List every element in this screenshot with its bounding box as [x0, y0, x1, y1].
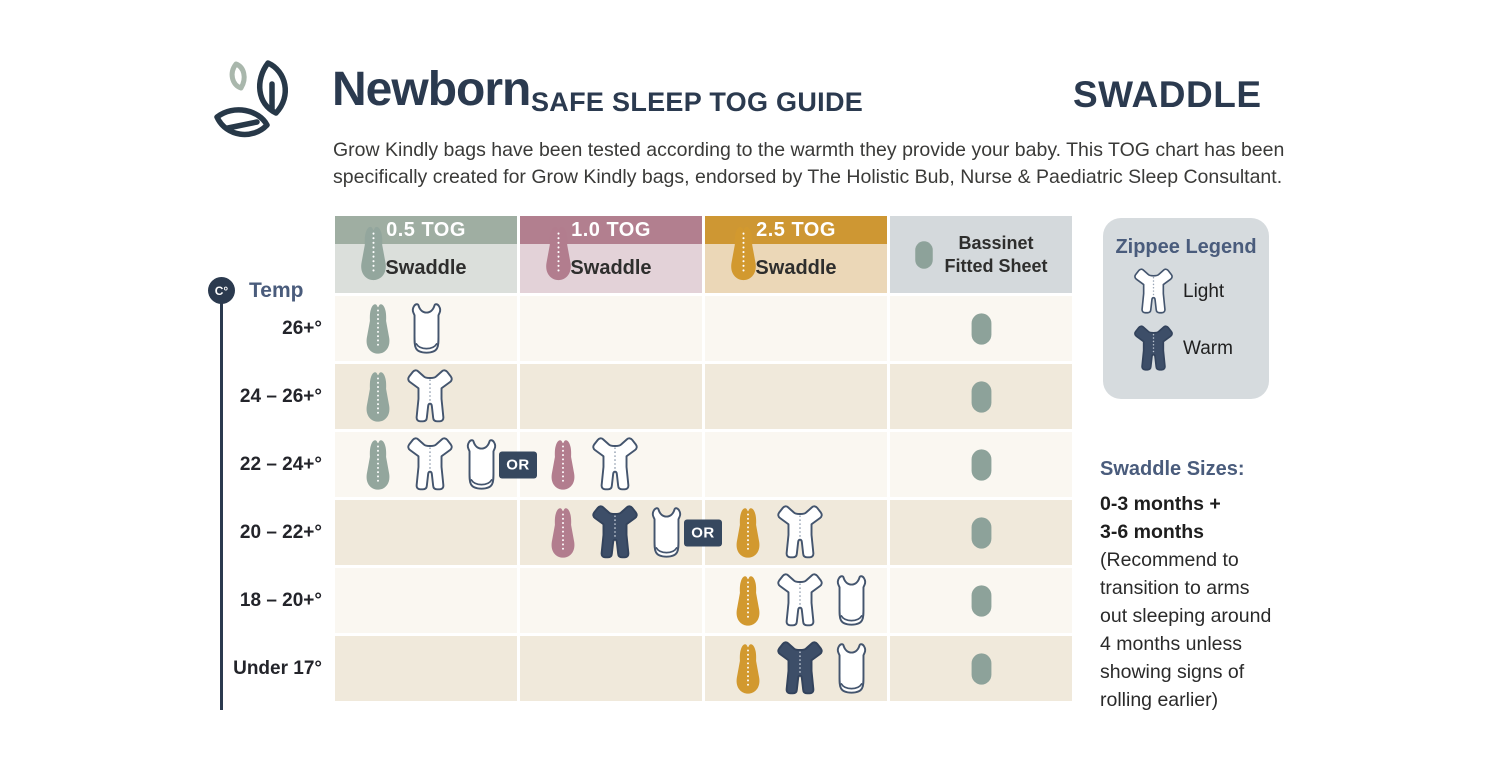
- table-cell-bassinet: [890, 432, 1072, 497]
- table-row: [335, 296, 1072, 361]
- singlet-icon: [831, 573, 872, 629]
- column-header-tog-25: [705, 216, 887, 293]
- singlet-icon: [646, 505, 687, 561]
- column-header-bassinet: [890, 216, 1072, 293]
- temperature-labels: [150, 296, 322, 706]
- zippee-light-icon: [406, 369, 454, 425]
- zippee-warm-icon: [1133, 325, 1174, 373]
- sheet-pill-icon: [970, 652, 993, 686]
- table-row: [335, 432, 1072, 497]
- table-header-row: [335, 216, 1072, 293]
- notes-body-line: rolling earlier): [1100, 689, 1219, 711]
- zippee-light-icon: [1133, 268, 1174, 316]
- tog-value-label: 2.5 TOG: [756, 218, 836, 241]
- table-cell-tog-05: [335, 500, 517, 565]
- table-cell-tog-05: [335, 636, 517, 701]
- zippee-light-icon: [406, 437, 454, 493]
- zippee-light-icon: [776, 573, 824, 629]
- zippee-warm-icon: [591, 505, 639, 561]
- swaddle-heading: SWADDLE: [1073, 74, 1262, 115]
- temp-label: Under 17°: [233, 658, 322, 679]
- grow-kindly-leaf-logo-icon: [203, 52, 313, 166]
- table-cell-tog-25: [705, 364, 887, 429]
- swaddle-mustard-icon: [727, 504, 769, 561]
- sheet-pill-icon: [970, 448, 993, 482]
- description-text: [333, 137, 1284, 190]
- table-cell-tog-05: [335, 296, 517, 361]
- table-row: [335, 568, 1072, 633]
- table-cell-tog-10: [520, 500, 715, 565]
- bassinet-header-label: [944, 232, 1047, 278]
- singlet-icon: [831, 641, 872, 697]
- table-cell-bassinet: [890, 364, 1072, 429]
- temp-label: 20 – 22+°: [239, 522, 322, 543]
- swaddle-mauve-icon: [542, 504, 584, 561]
- column-header-tog-05: [335, 216, 517, 293]
- notes-body-line: showing signs of: [1100, 661, 1245, 683]
- swaddle-label: Swaddle: [385, 257, 467, 279]
- legend-item: [1103, 268, 1269, 316]
- swaddle-label: Swaddle: [570, 257, 652, 279]
- description-line-2: specifically created for Grow Kindly bags, endorsed by The Holistic Bub, Nurse & Paediatric Sleep Consultant.: [333, 165, 1283, 188]
- tog-value-label: 0.5 TOG: [386, 218, 466, 241]
- temp-label: 18 – 20+°: [239, 590, 322, 611]
- zippee-light-icon: [591, 437, 639, 493]
- table-cell-tog-05: [335, 364, 517, 429]
- table-row: [335, 636, 1072, 701]
- sheet-pill-icon: [970, 516, 993, 550]
- swaddle-mustard-icon: [721, 222, 766, 289]
- temp-label: 26+°: [282, 318, 322, 339]
- swaddle-mustard-icon: [727, 640, 769, 697]
- swaddle-sage-icon: [351, 222, 396, 289]
- table-row: [335, 500, 1072, 565]
- swaddle-mauve-icon: [536, 222, 581, 289]
- zippee-light-icon: [776, 505, 824, 561]
- notes-lines: [1100, 490, 1315, 714]
- swaddle-sage-icon: [357, 300, 399, 357]
- column-header-tog-10: [520, 216, 702, 293]
- notes-body-line: transition to arms: [1100, 577, 1250, 599]
- table-cell-tog-25: [705, 568, 887, 633]
- or-badge: OR: [499, 451, 537, 478]
- legend-title: Zippee Legend: [1115, 236, 1257, 258]
- page-title: Newborn: [332, 63, 531, 116]
- table-cell-tog-25: [705, 500, 887, 565]
- swaddle-mustard-icon: [727, 572, 769, 629]
- or-badge: OR: [684, 519, 722, 546]
- bassinet-header-line: Fitted Sheet: [944, 255, 1048, 276]
- tog-value-label: 1.0 TOG: [571, 218, 651, 241]
- temp-label: 24 – 26+°: [239, 386, 322, 407]
- table-cell-bassinet: [890, 500, 1072, 565]
- swaddle-sizes-notes: [1100, 458, 1315, 714]
- sheet-pill-icon: [970, 584, 993, 618]
- sheet-pill-icon: [970, 380, 993, 414]
- temperature-axis-label: Temp: [249, 279, 304, 302]
- swaddle-label: Swaddle: [755, 257, 837, 279]
- table-cell-bassinet: [890, 568, 1072, 633]
- singlet-icon: [461, 437, 502, 493]
- table-cell-tog-25: [705, 432, 887, 497]
- sheet-pill-icon: [970, 312, 993, 346]
- swaddle-sage-icon: [357, 436, 399, 493]
- legend-item-label: Warm: [1183, 338, 1233, 359]
- zippee-legend-panel: [1103, 218, 1269, 399]
- legend-items: [1103, 268, 1269, 373]
- table-cell-tog-10: [520, 432, 702, 497]
- celsius-badge-icon: C°: [208, 277, 235, 304]
- table-cell-tog-25: [705, 636, 887, 701]
- table-cell-tog-25: [705, 296, 887, 361]
- table-cell-tog-10: [520, 568, 702, 633]
- notes-body-line: (Recommend to: [1100, 549, 1239, 571]
- swaddle-mauve-icon: [542, 436, 584, 493]
- table-row: [335, 364, 1072, 429]
- table-cell-bassinet: [890, 636, 1072, 701]
- notes-title: Swaddle Sizes:: [1100, 458, 1245, 480]
- zippee-warm-icon: [776, 641, 824, 697]
- singlet-icon: [406, 301, 447, 357]
- table-cell-bassinet: [890, 296, 1072, 361]
- legend-item: [1103, 325, 1269, 373]
- table-cell-tog-05: [335, 432, 530, 497]
- notes-body-line: 4 months unless: [1100, 633, 1242, 655]
- bassinet-header-line: Bassinet: [958, 232, 1034, 253]
- legend-item-label: Light: [1183, 281, 1225, 302]
- notes-bold-line: 0-3 months +: [1100, 493, 1221, 515]
- table-cell-tog-10: [520, 636, 702, 701]
- table-cell-tog-10: [520, 364, 702, 429]
- table-body: [335, 296, 1072, 706]
- temp-label: 22 – 24+°: [239, 454, 322, 475]
- description-line-1: Grow Kindly bags have been tested according to the warmth they provide your baby. This TOG chart has been: [333, 139, 1285, 161]
- swaddle-sage-icon: [357, 368, 399, 425]
- sheet-pill-icon: [914, 240, 934, 270]
- table-cell-tog-05: [335, 568, 517, 633]
- notes-body-line: out sleeping around: [1100, 605, 1272, 627]
- page-subtitle: SAFE SLEEP TOG GUIDE: [531, 87, 864, 117]
- table-cell-tog-10: [520, 296, 702, 361]
- notes-bold-line: 3-6 months: [1100, 521, 1205, 543]
